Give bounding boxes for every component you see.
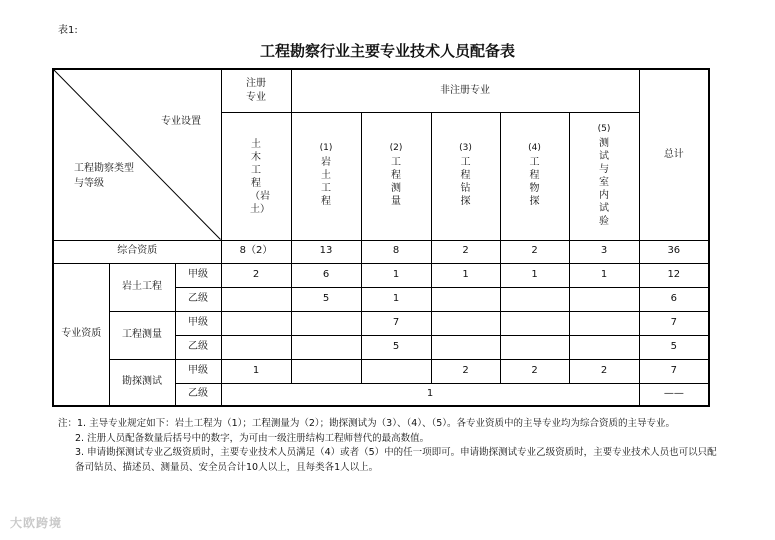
col-header-geotech: (1) 岩土工程	[291, 112, 361, 240]
merged-cell: 1	[221, 383, 639, 406]
unregistered-header: 非注册专业	[291, 69, 639, 112]
col-header-geophysics: (4) 工程物探	[500, 112, 569, 240]
col-header-testing: (5) 测试与室内试验	[569, 112, 639, 240]
table-row: 勘探测试 甲级 1 2 2 2 7	[53, 359, 709, 383]
specialty-label: 专业资质	[53, 263, 109, 406]
note-3: 3. 申请勘探测试专业乙级资质时，主要专业技术人员满足（4）或者（5）中的任一项即可。申请勘探测试专业乙级资质时，主要专业技术人员也可以只配备司钻员、描述员、测量员、安全员合计10人以上，且每类各1人以上。	[75, 447, 717, 474]
table-row: 工程测量 甲级 7 7	[53, 311, 709, 335]
diagonal-header-cell	[53, 69, 221, 240]
table-row: 乙级 5 1 6	[53, 287, 709, 311]
col-header-civil: 土木工程（岩土）	[221, 112, 291, 240]
diag-top-label: 专业设置	[161, 116, 201, 127]
total-header: 总计	[639, 69, 709, 240]
table-row: 乙级 5 5	[53, 335, 709, 359]
watermark: 大欧跨境	[10, 516, 63, 530]
staffing-table	[52, 68, 710, 407]
col-header-survey: (2) 工程测量	[361, 112, 431, 240]
note-2: 2. 注册人员配备数量后括号中的数字，为可由一级注册结构工程师替代的最高数值。	[75, 432, 430, 444]
note-1: 注：1. 主导专业规定如下：岩土工程为（1）；工程测量为（2）；勘探测试为（3）、（4）、（5）。各专业资质中的主导专业均为综合资质的主导专业。	[58, 418, 676, 429]
table-label: 表1:	[58, 25, 78, 36]
col-header-drilling: (3) 工程钻探	[431, 112, 500, 240]
page-title: 工程勘察行业主要专业技术人员配备表	[259, 42, 515, 60]
notes	[58, 417, 718, 476]
diagonal-line	[54, 70, 221, 240]
table-row: 乙级 1 ——	[53, 383, 709, 406]
diag-bottom-label: 工程勘察类型 与等级	[74, 163, 134, 189]
table-row: 综合资质 8（2） 13 8 2 2 3 36	[53, 240, 709, 263]
registered-header: 注册专业	[221, 69, 291, 112]
table-row: 专业资质 岩土工程 甲级 2 6 1 1 1 1 12	[53, 263, 709, 287]
